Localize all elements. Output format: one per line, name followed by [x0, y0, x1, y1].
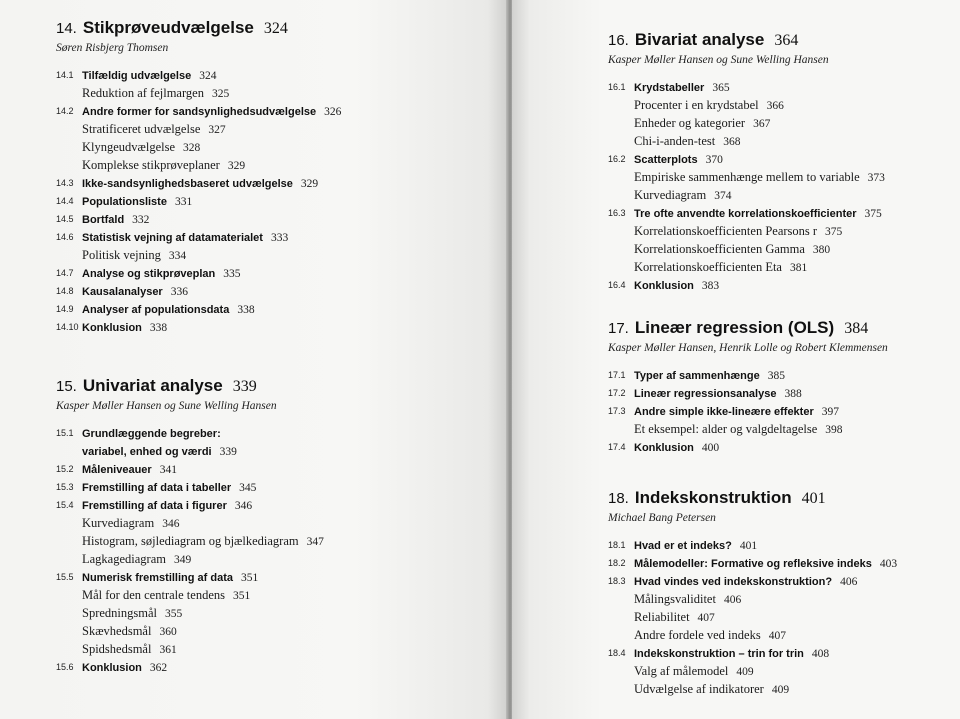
subsection-title: Klyngeudvælgelse	[82, 140, 176, 154]
section-number: 14.9	[56, 304, 74, 314]
subsection-entry	[608, 590, 826, 608]
section-number: 17.4	[608, 442, 626, 452]
subsection-body	[82, 514, 179, 533]
subsection-body	[634, 186, 731, 205]
subsection-title: Målingsvaliditet	[634, 592, 716, 606]
section-title: Tilfældig udvælgelse	[82, 70, 192, 82]
section-page-number: 383	[701, 280, 720, 292]
subsection-title: Spidshedsmål	[82, 642, 152, 656]
chapter-heading	[608, 488, 826, 508]
section-number: 14.4	[56, 196, 74, 206]
subsection-page-number: 366	[766, 100, 784, 112]
subsection-entry	[608, 168, 885, 186]
section-page-number: 346	[234, 500, 253, 512]
section-title: Tre ofte anvendte korrelationskoefficienter	[634, 208, 857, 220]
section-number: 18.4	[608, 648, 626, 658]
subsection-page-number: 398	[825, 424, 843, 436]
section-entry	[56, 66, 288, 84]
subsection-entry	[56, 640, 277, 658]
subsection-entry	[56, 550, 277, 568]
section-number: 16.3	[608, 208, 626, 218]
section-body	[634, 384, 802, 403]
subsection-page-number: 355	[165, 608, 183, 620]
subsection-page-number: 346	[162, 518, 180, 530]
section-body	[634, 78, 730, 97]
section-number: 16.1	[608, 82, 626, 92]
section-page-number: 345	[239, 482, 257, 494]
chapter-number: 18.	[608, 490, 629, 507]
section-number: 17.3	[608, 406, 626, 416]
subsection-body	[634, 662, 754, 681]
section-page-number: 332	[132, 214, 150, 226]
section-title: Hvad er et indeks?	[634, 540, 732, 552]
subsection-body	[634, 626, 786, 645]
section-body	[82, 66, 216, 85]
section-title: Grundlæggende begreber:	[82, 428, 221, 440]
subsection-title: Empiriske sammenhænge mellem to variable	[634, 170, 860, 184]
section-page-number: 338	[237, 304, 255, 316]
section-entry	[56, 496, 277, 514]
section-page-number: 333	[270, 232, 289, 244]
section-body	[82, 442, 237, 461]
subsection-title: Kurvediagram	[634, 188, 707, 202]
section-title: Fremstilling af data i tabeller	[82, 482, 232, 494]
subsection-page-number: 409	[771, 684, 790, 696]
chapter-16	[608, 30, 885, 294]
subsection-entry	[608, 132, 829, 150]
section-entry	[608, 366, 888, 384]
section-entry	[56, 282, 288, 300]
section-page-number: 406	[840, 576, 858, 588]
section-number: 15.4	[56, 500, 74, 510]
subsection-title: Politisk vejning	[82, 248, 161, 262]
section-number: 16.4	[608, 280, 626, 290]
subsection-page-number: 361	[159, 644, 177, 656]
subsection-entry	[56, 604, 277, 622]
subsection-page-number: 347	[306, 536, 324, 548]
chapter-heading	[608, 318, 888, 338]
section-entry	[56, 478, 277, 496]
chapter-author: Kasper Møller Hansen og Sune Welling Hansen	[608, 54, 829, 66]
section-number: 14.5	[56, 214, 74, 224]
section-page-number: 331	[174, 196, 193, 208]
section-title: Måleniveauer	[82, 464, 152, 476]
subsection-title: Stratificeret udvælgelse	[82, 122, 201, 136]
section-list	[608, 366, 888, 456]
section-body	[634, 276, 719, 295]
section-page-number: 351	[241, 572, 259, 584]
section-number: 17.2	[608, 388, 626, 398]
section-body	[82, 264, 241, 283]
section-entry	[608, 402, 888, 420]
subsection-title: Procenter i en krydstabel	[634, 98, 759, 112]
section-number: 18.2	[608, 558, 626, 568]
section-body	[82, 282, 188, 301]
section-title: Scatterplots	[634, 154, 698, 166]
section-entry	[608, 536, 826, 554]
subsection-entry	[56, 138, 288, 156]
section-entry	[608, 78, 829, 96]
subsection-page-number: 406	[723, 594, 742, 606]
subsection-entry	[56, 514, 277, 532]
section-title: Lineær regressionsanalyse	[634, 388, 777, 400]
subsection-page-number: 374	[714, 190, 732, 202]
subsection-page-number: 375	[825, 226, 843, 238]
section-entry	[608, 438, 888, 456]
section-number: 14.8	[56, 286, 74, 296]
subsection-entry	[608, 258, 829, 276]
subsection-entry	[56, 246, 288, 264]
section-body	[82, 192, 192, 211]
chapter-author: Kasper Møller Hansen og Sune Welling Hansen	[56, 400, 277, 412]
subsection-page-number: 373	[867, 172, 885, 184]
section-number: 15.1	[56, 428, 74, 438]
section-body	[82, 318, 167, 337]
section-entry	[56, 658, 277, 676]
subsection-body	[82, 156, 245, 175]
section-title: Bortfald	[82, 214, 125, 226]
subsection-entry	[56, 532, 324, 550]
section-title: Krydstabeller	[634, 82, 705, 94]
subsection-body	[82, 640, 177, 659]
section-entry	[608, 554, 898, 572]
chapter-number: 15.	[56, 378, 77, 395]
subsection-body	[634, 258, 807, 277]
chapter-title: Bivariat analyse	[634, 30, 765, 49]
subsection-entry	[608, 626, 826, 644]
subsection-entry	[608, 680, 826, 698]
section-page-number: 324	[199, 70, 217, 82]
section-title: Analyser af populationsdata	[82, 304, 230, 316]
subsection-page-number: 367	[753, 118, 771, 130]
subsection-body	[634, 680, 789, 699]
chapter-heading	[56, 376, 277, 396]
section-list	[608, 536, 898, 698]
subsection-body	[82, 532, 324, 551]
subsection-entry	[608, 96, 829, 114]
subsection-page-number: 349	[173, 554, 192, 566]
subsection-page-number: 407	[697, 612, 715, 624]
subsection-page-number: 351	[233, 590, 251, 602]
subsection-body	[82, 120, 226, 139]
subsection-page-number: 334	[168, 250, 187, 262]
subsection-entry	[56, 586, 277, 604]
subsection-body	[82, 622, 177, 641]
chapter-number: 14.	[56, 20, 77, 37]
subsection-page-number: 407	[768, 630, 786, 642]
section-body	[82, 300, 255, 319]
chapter-18	[608, 488, 898, 698]
section-body	[82, 424, 221, 443]
subsection-title: Udvælgelse af indikatorer	[634, 682, 764, 696]
section-body	[634, 536, 757, 555]
section-entry	[56, 228, 288, 246]
section-page-number: 336	[170, 286, 188, 298]
section-page-number: 400	[701, 442, 720, 454]
subsection-page-number: 360	[159, 626, 177, 638]
section-body	[634, 572, 857, 591]
section-title: Konklusion	[634, 442, 694, 454]
subsection-title: Spredningsmål	[82, 606, 157, 620]
section-body	[82, 496, 252, 515]
section-body	[634, 554, 897, 573]
chapter-number: 16.	[608, 32, 629, 49]
section-title: Typer af sammenhænge	[634, 370, 760, 382]
section-number: 14.10	[56, 322, 79, 332]
subsection-body	[634, 420, 843, 439]
section-entry	[608, 150, 829, 168]
section-page-number: 375	[864, 208, 882, 220]
section-page-number: 365	[712, 82, 730, 94]
section-entry	[56, 318, 288, 336]
chapter-heading	[56, 18, 288, 38]
section-page-number: 388	[784, 388, 802, 400]
subsection-body	[634, 114, 770, 133]
subsection-title: Et eksempel: alder og valgdeltagelse	[634, 422, 818, 436]
subsection-entry	[608, 240, 829, 258]
section-title: Indekskonstruktion – trin for trin	[634, 648, 804, 660]
subsection-entry	[56, 156, 288, 174]
chapter-title: Stikprøveudvælgelse	[82, 18, 254, 37]
section-number: 14.6	[56, 232, 74, 242]
section-title: Populationsliste	[82, 196, 167, 208]
subsection-body	[634, 590, 741, 609]
chapter-page-number: 364	[774, 32, 799, 49]
section-number: 14.3	[56, 178, 74, 188]
subsection-title: Komplekse stikprøveplaner	[82, 158, 220, 172]
section-title: Ikke-sandsynlighedsbaseret udvælgelse	[82, 178, 293, 190]
section-page-number: 403	[879, 558, 898, 570]
section-page-number: 362	[149, 662, 168, 674]
chapter-14	[56, 18, 342, 336]
subsection-body	[634, 168, 885, 187]
chapter-page-number: 401	[801, 490, 826, 507]
section-title: Statistisk vejning af datamaterialet	[82, 232, 263, 244]
section-body	[82, 102, 341, 121]
section-body	[634, 150, 723, 169]
section-body	[82, 478, 256, 497]
section-page-number: 408	[811, 648, 830, 660]
section-entry	[56, 264, 288, 282]
subsection-body	[634, 132, 740, 151]
section-entry	[56, 192, 288, 210]
subsection-entry	[56, 622, 277, 640]
subsection-entry	[56, 84, 288, 102]
subsection-entry	[608, 608, 826, 626]
chapter-page-number: 384	[844, 320, 869, 337]
section-page-number: 329	[300, 178, 319, 190]
subsection-page-number: 409	[736, 666, 754, 678]
chapter-author: Michael Bang Petersen	[608, 512, 716, 524]
right-page	[512, 0, 960, 719]
chapter-15	[56, 376, 324, 676]
subsection-body	[634, 222, 842, 241]
subsection-body	[82, 550, 191, 569]
subsection-page-number: 327	[208, 124, 226, 136]
section-page-number: 338	[149, 322, 168, 334]
subsection-title: Valg af målemodel	[634, 664, 729, 678]
section-body	[634, 644, 829, 663]
subsection-body	[82, 604, 182, 623]
subsection-page-number: 329	[227, 160, 246, 172]
subsection-entry	[608, 186, 829, 204]
section-title: Numerisk fremstilling af data	[82, 572, 233, 584]
subsection-page-number: 325	[211, 88, 230, 100]
section-number: 14.2	[56, 106, 74, 116]
section-page-number: 370	[705, 154, 723, 166]
section-entry	[56, 210, 288, 228]
section-number: 14.1	[56, 70, 74, 80]
subsection-title: Reduktion af fejlmargen	[82, 86, 204, 100]
section-page-number: 335	[223, 268, 241, 280]
subsection-body	[82, 586, 250, 605]
chapter-title: Lineær regression (OLS)	[634, 318, 835, 337]
subsection-title: Korrelationskoefficienten Gamma	[634, 242, 805, 256]
subsection-body	[82, 84, 229, 103]
subsection-title: Enheder og kategorier	[634, 116, 746, 130]
subsection-title: Lagkagediagram	[82, 552, 166, 566]
section-body	[82, 568, 258, 587]
section-entry	[608, 644, 830, 662]
section-page-number: 326	[324, 106, 342, 118]
section-title: Andre simple ikke-lineære effekter	[634, 406, 814, 418]
section-title: variabel, enhed og værdi	[82, 446, 212, 458]
subsection-title: Kurvediagram	[82, 516, 155, 530]
section-number: 18.3	[608, 576, 626, 586]
section-body	[634, 366, 785, 385]
section-list	[56, 66, 342, 336]
subsection-title: Korrelationskoefficienten Eta	[634, 260, 782, 274]
section-page-number: 397	[821, 406, 839, 418]
section-entry	[56, 460, 277, 478]
section-body	[82, 228, 288, 247]
chapter-number: 17.	[608, 320, 629, 337]
section-title: Konklusion	[634, 280, 694, 292]
subsection-entry	[608, 420, 888, 438]
section-page-number: 401	[739, 540, 758, 552]
subsection-title: Reliabilitet	[634, 610, 690, 624]
section-body	[634, 204, 882, 223]
chapter-page-number: 324	[263, 20, 288, 37]
section-title: Hvad vindes ved indekskonstruktion?	[634, 576, 833, 588]
subsection-page-number: 328	[183, 142, 201, 154]
section-entry	[56, 568, 277, 586]
section-page-number: 385	[767, 370, 785, 382]
section-list	[608, 78, 885, 294]
subsection-entry	[608, 662, 826, 680]
subsection-body	[82, 246, 186, 265]
chapter-page-number: 339	[232, 378, 257, 395]
section-title: Konklusion	[82, 322, 142, 334]
section-number: 15.2	[56, 464, 74, 474]
subsection-page-number: 368	[723, 136, 741, 148]
subsection-body	[634, 608, 715, 627]
subsection-entry	[608, 114, 829, 132]
section-number: 16.2	[608, 154, 626, 164]
section-title: Målemodeller: Formative og refleksive indeks	[634, 558, 872, 570]
subsection-body	[634, 240, 830, 259]
subsection-body	[634, 96, 784, 115]
section-entry	[608, 572, 858, 590]
section-number: 17.1	[608, 370, 626, 380]
section-body	[634, 402, 839, 421]
section-number: 14.7	[56, 268, 74, 278]
subsection-title: Korrelationskoefficienten Pearsons r	[634, 224, 818, 238]
chapter-title: Univariat analyse	[82, 376, 223, 395]
section-number: 15.5	[56, 572, 74, 582]
section-title: Konklusion	[82, 662, 142, 674]
section-entry	[56, 442, 277, 460]
chapter-17	[608, 318, 888, 456]
section-page-number: 339	[219, 446, 237, 458]
subsection-title: Chi-i-anden-test	[634, 134, 716, 148]
section-page-number: 341	[159, 464, 177, 476]
section-entry	[56, 424, 277, 442]
section-entry	[56, 102, 342, 120]
section-title: Andre former for sandsynlighedsudvælgelse	[82, 106, 317, 118]
section-body	[82, 210, 149, 229]
subsection-title: Skævhedsmål	[82, 624, 152, 638]
section-title: Analyse og stikprøveplan	[82, 268, 216, 280]
section-title: Fremstilling af data i figurer	[82, 500, 227, 512]
section-entry	[608, 384, 888, 402]
section-number: 15.6	[56, 662, 74, 672]
section-entry	[56, 300, 288, 318]
chapter-author: Søren Risbjerg Thomsen	[56, 42, 169, 54]
subsection-entry	[56, 120, 288, 138]
chapter-heading	[608, 30, 829, 50]
section-entry	[608, 204, 882, 222]
subsection-entry	[608, 222, 843, 240]
chapter-author: Kasper Møller Hansen, Henrik Lolle og Robert Klemmensen	[608, 342, 888, 354]
section-body	[82, 460, 177, 479]
section-title: Kausalanalyser	[82, 286, 163, 298]
section-list	[56, 424, 324, 676]
subsection-title: Mål for den centrale tendens	[82, 588, 225, 602]
section-entry	[608, 276, 829, 294]
subsection-page-number: 380	[812, 244, 831, 256]
section-body	[82, 174, 318, 193]
subsection-body	[82, 138, 200, 157]
section-entry	[56, 174, 319, 192]
chapter-title: Indekskonstruktion	[634, 488, 792, 507]
subsection-title: Andre fordele ved indeks	[634, 628, 761, 642]
section-number: 18.1	[608, 540, 626, 550]
section-number: 15.3	[56, 482, 74, 492]
subsection-page-number: 381	[789, 262, 808, 274]
section-body	[82, 658, 167, 677]
section-body	[634, 438, 719, 457]
subsection-title: Histogram, søjlediagram og bjælkediagram	[82, 534, 299, 548]
